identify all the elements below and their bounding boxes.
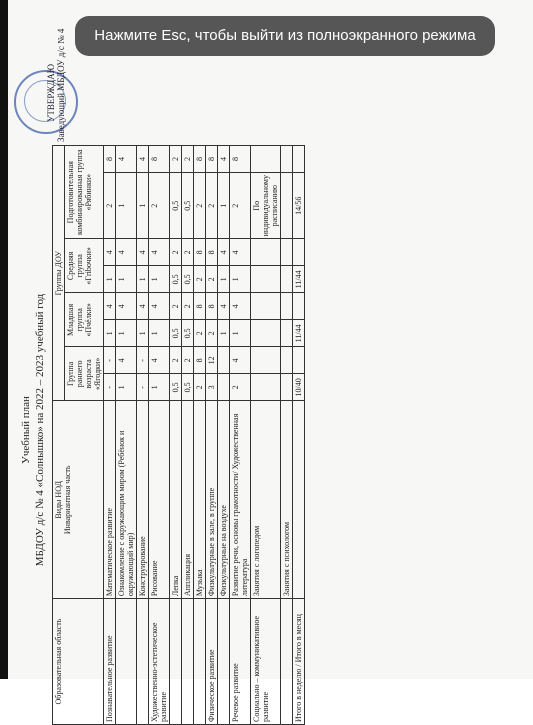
cell-value: 2	[182, 146, 194, 173]
cell-value: 8	[206, 239, 218, 266]
cell-value: 4	[218, 293, 230, 320]
cell-value: 2	[194, 320, 206, 347]
cell-value	[218, 374, 230, 401]
header-area: Образовательная область	[53, 599, 104, 725]
cell-value: 0,5	[170, 374, 182, 401]
cell-value	[281, 293, 293, 320]
cell-value: 4	[116, 146, 137, 173]
cell-area: Социально – коммуникативное развитие	[251, 599, 281, 725]
cell-value: 0,5	[170, 173, 182, 239]
cell-value: 11/44	[293, 320, 305, 347]
cell-value	[293, 347, 305, 374]
cell-value: 2	[194, 173, 206, 239]
cell-value: 2	[104, 173, 116, 239]
cell-value: 10/40	[293, 374, 305, 401]
cell-value: 0,5	[182, 374, 194, 401]
cell-value: 4	[230, 347, 251, 374]
cell-value: 2	[206, 173, 218, 239]
cell-value: 14/56	[293, 173, 305, 239]
cell-value: 1	[104, 266, 116, 293]
cell-value: 1	[116, 320, 137, 347]
cell-value: 0,5	[170, 320, 182, 347]
rotated-document	[20, 135, 410, 725]
cell-kind: Занятия с логопедом	[251, 401, 281, 599]
header-group-1: Группа раннего возраста «Ягодки»	[65, 347, 104, 401]
table-row	[149, 146, 170, 725]
cell-value: 3	[206, 374, 218, 401]
cell-value: 2	[194, 374, 206, 401]
cell-value: 12	[206, 347, 218, 374]
approval-line-2: Заведующий МБДОУ д/с № 4	[56, 28, 66, 142]
cell-kind: Занятия с психологом	[281, 401, 293, 599]
cell-value	[281, 266, 293, 293]
cell-value: 4	[230, 239, 251, 266]
cell-value: 4	[137, 146, 149, 173]
cell-value: 2	[206, 320, 218, 347]
cell-value: 8	[194, 239, 206, 266]
cell-area: Итого в неделю / Итого в месяц	[293, 599, 305, 725]
cell-value: 1	[149, 266, 170, 293]
fullscreen-toast: Нажмите Esc, чтобы выйти из полноэкранного режима	[75, 16, 495, 56]
cell-value: 1	[104, 320, 116, 347]
cell-value	[251, 293, 281, 320]
cell-kind	[293, 401, 305, 599]
table-row	[137, 146, 149, 725]
cell-kind: Конструирование	[137, 401, 149, 599]
cell-value: 8	[194, 293, 206, 320]
cell-value: 2	[182, 347, 194, 374]
cell-value: -	[137, 347, 149, 374]
cell-kind: Развитие речи, основы грамотности/ Художественная литература	[230, 401, 251, 599]
cell-value: 1	[137, 320, 149, 347]
header-groups: Группы ДОУ	[53, 146, 65, 401]
cell-value: 1	[218, 320, 230, 347]
cell-value: 8	[194, 347, 206, 374]
cell-value	[293, 146, 305, 173]
table-row	[170, 146, 182, 725]
cell-value	[293, 293, 305, 320]
cell-value: 11/44	[293, 266, 305, 293]
header-invariant: Инвариантная часть	[63, 465, 72, 535]
cell-value: -	[137, 374, 149, 401]
cell-area	[218, 599, 230, 725]
cell-value	[251, 146, 281, 173]
cell-value: 4	[137, 293, 149, 320]
cell-area	[281, 599, 293, 725]
header-kinds-label: Виды НОД	[54, 480, 63, 519]
cell-value	[293, 239, 305, 266]
cell-value	[218, 347, 230, 374]
table-row	[218, 146, 230, 725]
cell-value	[281, 173, 293, 239]
cell-area: Художественно-эстетическое развитие	[149, 599, 170, 725]
cell-value: 1	[116, 173, 137, 239]
header-group-2: Младшая группа «Пчёлки»	[65, 293, 104, 347]
cell-value: 0,5	[182, 266, 194, 293]
cell-value	[281, 146, 293, 173]
cell-value	[281, 374, 293, 401]
cell-value: 8	[230, 146, 251, 173]
cell-value: 4	[230, 293, 251, 320]
cell-area	[116, 599, 137, 725]
cell-value: 0,5	[182, 320, 194, 347]
cell-value: 1	[218, 173, 230, 239]
cell-value	[251, 347, 281, 374]
cell-value: 0,5	[182, 173, 194, 239]
header-kinds	[53, 401, 104, 599]
cell-value: 4	[149, 293, 170, 320]
cell-value: 8	[194, 146, 206, 173]
cell-value: 1	[218, 266, 230, 293]
cell-value: 2	[170, 347, 182, 374]
cell-value: 1	[137, 173, 149, 239]
cell-value: 2	[170, 239, 182, 266]
cell-value	[251, 320, 281, 347]
cell-kind: Ознакомление с окружающим миром (Ребёнок и окружающий мир)	[116, 401, 137, 599]
cell-value: 8	[206, 293, 218, 320]
cell-value: 1	[116, 266, 137, 293]
cell-value	[281, 347, 293, 374]
cell-area: Познавательное развитие	[104, 599, 116, 725]
curriculum-table	[52, 145, 305, 725]
cell-area	[194, 599, 206, 725]
cell-value: 4	[218, 239, 230, 266]
cell-value	[281, 320, 293, 347]
cell-value: 2	[230, 173, 251, 239]
cell-value: 1	[116, 374, 137, 401]
cell-value: 8	[104, 146, 116, 173]
cell-value: 1	[230, 266, 251, 293]
cell-value: 2	[170, 146, 182, 173]
doc-subtitle: МБДОУ д/с № 4 «Солнышко» на 2022 – 2023 учебный год	[34, 293, 46, 567]
cell-kind: Аппликация	[182, 401, 194, 599]
table-row	[281, 146, 293, 725]
cell-area: Физическое развитие	[206, 599, 218, 725]
cell-area: Речевое развитие	[230, 599, 251, 725]
cell-value: 8	[149, 146, 170, 173]
cell-value: 2	[194, 266, 206, 293]
cell-value: 0,5	[170, 266, 182, 293]
cell-value: 4	[116, 347, 137, 374]
table-row	[104, 146, 116, 725]
cell-kind: Лепка	[170, 401, 182, 599]
cell-value: 2	[182, 239, 194, 266]
cell-value: 2	[230, 374, 251, 401]
cell-value: 1	[149, 374, 170, 401]
cell-area	[137, 599, 149, 725]
cell-value	[251, 239, 281, 266]
cell-value: 2	[149, 173, 170, 239]
cell-value: 1	[149, 320, 170, 347]
cell-kind: Музыка	[194, 401, 206, 599]
table-row	[230, 146, 251, 725]
cell-kind: Математическое развитие	[104, 401, 116, 599]
table-row	[194, 146, 206, 725]
header-group-4: Подготовительная комбинированная группа «Рябинки»	[65, 146, 104, 239]
cell-value: 8	[206, 146, 218, 173]
cell-value: 1	[137, 266, 149, 293]
table-row	[182, 146, 194, 725]
cell-value: По индивидуальному расписанию	[251, 173, 281, 239]
cell-value: 2	[206, 266, 218, 293]
cell-value: 4	[218, 146, 230, 173]
table-row	[251, 146, 281, 725]
cell-value: 4	[149, 239, 170, 266]
cell-area	[170, 599, 182, 725]
cell-value: 1	[230, 320, 251, 347]
cell-value: 2	[170, 293, 182, 320]
cell-area	[182, 599, 194, 725]
cell-value	[251, 374, 281, 401]
cell-value	[281, 239, 293, 266]
cell-value: -	[104, 374, 116, 401]
header-group-3: Средняя группа «Гribочки»	[65, 239, 104, 293]
approval-line-1: УТВЕРЖДАЮ	[46, 63, 56, 122]
table-row	[116, 146, 137, 725]
cell-value: 4	[116, 293, 137, 320]
cell-kind: Физкультурные в зале, в группе	[206, 401, 218, 599]
cell-value	[251, 266, 281, 293]
cell-kind: Рисование	[149, 401, 170, 599]
table-row	[206, 146, 218, 725]
cell-value: 4	[116, 239, 137, 266]
cell-kind: Физкультурные на воздухе	[218, 401, 230, 599]
table-row	[293, 146, 305, 725]
cell-value: -	[104, 347, 116, 374]
doc-title: Учебный план	[20, 396, 32, 464]
cell-value: 4	[104, 293, 116, 320]
cell-value: 4	[137, 239, 149, 266]
cell-value: 2	[182, 293, 194, 320]
cell-value: 4	[104, 239, 116, 266]
cell-value: 4	[149, 347, 170, 374]
